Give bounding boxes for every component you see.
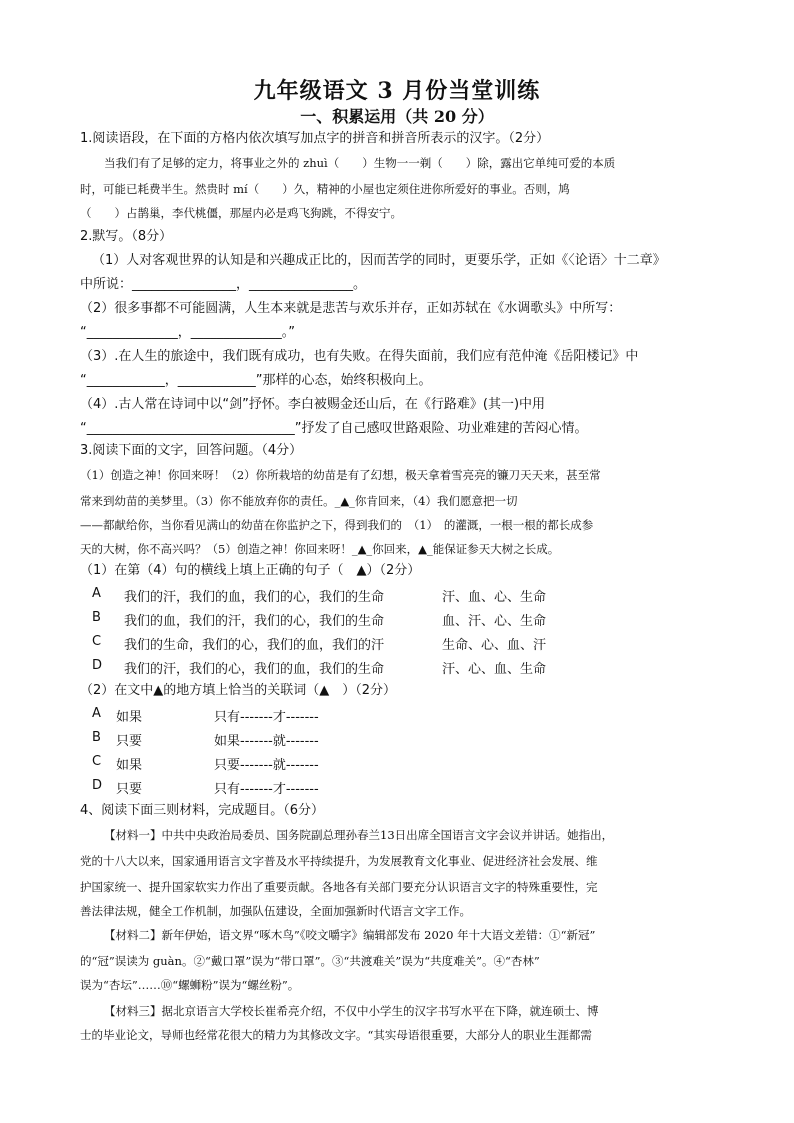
option-text: 我们的汗，我们的心，我们的血，我们的生命	[124, 662, 385, 677]
q3-sub2-stem: （2）在文中▲的地方填上恰当的关联词（▲ ）（2分）	[80, 683, 397, 698]
option-text: 我们的生命，我们的心，我们的血，我们的汗	[124, 638, 385, 653]
q3-passage-line: 天的大树，你不高兴吗？（5）创造之神！你回来呀！_▲_你回来，▲_能保证参天大树之长成。	[80, 542, 560, 556]
option-text: 我们的汗，我们的血，我们的心，我们的生命	[124, 590, 385, 605]
q2-stem: 2.默写。（8分）	[80, 229, 173, 244]
option-letter: C	[92, 634, 102, 649]
q1-line: （ ）占鹊巢，李代桃僵，那屋内必是鸡飞狗跳，不得安宁。	[80, 206, 402, 220]
q2-line: “____________，____________”那样的心态，始终积极向上。	[80, 373, 432, 388]
q2-line: （2）很多事都不可能圆满，人生本来就是悲苦与欢乐并存，正如苏轼在《水调歌头》中所写：	[80, 301, 622, 316]
material-1-line: 党的十八大以来，国家通用语言文字普及水平持续提升，为发展教育文化事业、促进经济社会发展、维	[80, 854, 598, 868]
q2-line: （1）人对客观世界的认知是和兴趣成正比的，因而苦学的同时，更要乐学，正如《〈论语〉十二章》	[92, 253, 666, 268]
q2-line: （4）.古人常在诗词中以“剑”抒怀。李白被赐金还山后，在《行路难》(其一)中用	[80, 397, 546, 412]
option-letter: D	[92, 658, 103, 673]
q3-passage-line: ——都献给你，当你看见满山的幼苗在你监护之下，得到我们的 （1） 的灌溉，一根一根的都长成参	[80, 518, 594, 532]
material-1-line: 【材料一】中共中央政治局委员、国务院副总理孙春兰13日出席全国语言文字会议并讲话。她指出，	[104, 828, 614, 842]
option-letter: A	[92, 706, 101, 721]
option-text: 只要	[116, 782, 143, 797]
option-tail: 汗、血、心、生命	[442, 590, 547, 605]
option-letter: C	[92, 754, 102, 769]
q3-stem: 3.阅读下面的文字，回答问题。（4分）	[80, 443, 303, 458]
q2-line: “________________________________”抒发了自己感叹世路艰险、功业难建的苦闷心情。	[80, 421, 588, 436]
option-text: 只要	[116, 734, 143, 749]
material-2-line: 的“冠”误读为 guàn。②“戴口罩”误为“带口罩”。③“共渡难关”误为“共度难关”。④“杏林”	[80, 954, 540, 968]
option-text: 如果	[116, 758, 143, 773]
q3-passage-line: （1）创造之神！你回来呀！（2）你所栽培的幼苗是有了幻想，极天拿着雪亮亮的镰刀天天来，甚至常	[80, 468, 601, 482]
page-title: 九年级语文 3 月份当堂训练	[253, 78, 541, 104]
q3-sub1-stem: （1）在第（4）句的横线上填上正确的句子（ ▲）（2分）	[80, 563, 421, 578]
q4-stem: 4、阅读下面三则材料，完成题目。（6分）	[80, 803, 325, 818]
q1-line: 当我们有了足够的定力，将事业之外的 zhuì（ ）生物一一剃（ ）除，露出它单纯可爱的本质	[104, 156, 616, 170]
section-heading: 一、积累运用（共 20 分）	[300, 107, 494, 126]
material-3-line: 士的毕业论文，导师也经常花很大的精力为其修改文字。“其实母语很重要，大部分人的职业生涯都需	[80, 1028, 592, 1042]
option-tail: 只有-------才-------	[214, 782, 319, 797]
material-2-line: 【材料二】新年伊始，语文界“啄木鸟”《咬文嚼字》编辑部发布 2020 年十大语文差错：①“新冠”	[104, 928, 596, 942]
option-text: 如果	[116, 710, 143, 725]
material-3-line: 【材料三】据北京语言大学校长崔希亮介绍，不仅中小学生的汉字书写水平在下降，就连硕士、博	[104, 1004, 599, 1018]
q2-line: 中所说：________________，________________。	[80, 277, 367, 292]
option-tail: 如果-------就-------	[214, 734, 319, 749]
option-tail: 只有-------才-------	[214, 710, 319, 725]
option-tail: 生命、心、血、汗	[442, 638, 547, 653]
option-letter: A	[92, 586, 101, 601]
option-letter: D	[92, 778, 103, 793]
option-tail: 汗、心、血、生命	[442, 662, 547, 677]
option-text: 我们的血，我们的汗，我们的心，我们的生命	[124, 614, 385, 629]
option-letter: B	[92, 610, 101, 625]
q1-line: 时，可能已耗费半生。然贵时 mí（ ）久，精神的小屋也定须住进你所爱好的事业。否则，鸠	[80, 182, 570, 196]
q1-stem: 1.阅读语段，在下面的方格内依次填写加点字的拼音和拼音所表示的汉字。（2分）	[80, 131, 550, 146]
option-tail: 血、汗、心、生命	[442, 614, 547, 629]
material-1-line: 护国家统一、提升国家软实力作出了重要贡献。各地各有关部门要充分认识语言文字的特殊重要性，完	[80, 880, 598, 894]
q2-line: “______________，______________。”	[80, 325, 295, 340]
option-letter: B	[92, 730, 101, 745]
material-2-line: 误为“杏坛”……⑩“螺蛳粉”误为“螺丝粉”。	[80, 978, 300, 992]
q3-passage-line: 常来到幼苗的美梦里。（3）你不能放弃你的责任。_▲_你肯回来，（4）我们愿意把一切	[80, 494, 518, 508]
q2-line: （3）.在人生的旅途中，我们既有成功，也有失败。在得失面前，我们应有范仲淹《岳阳楼记》中	[80, 349, 639, 364]
option-tail: 只要-------就-------	[214, 758, 319, 773]
material-1-line: 善法律法规，健全工作机制，加强队伍建设，全面加强新时代语言文字工作。	[80, 904, 471, 918]
